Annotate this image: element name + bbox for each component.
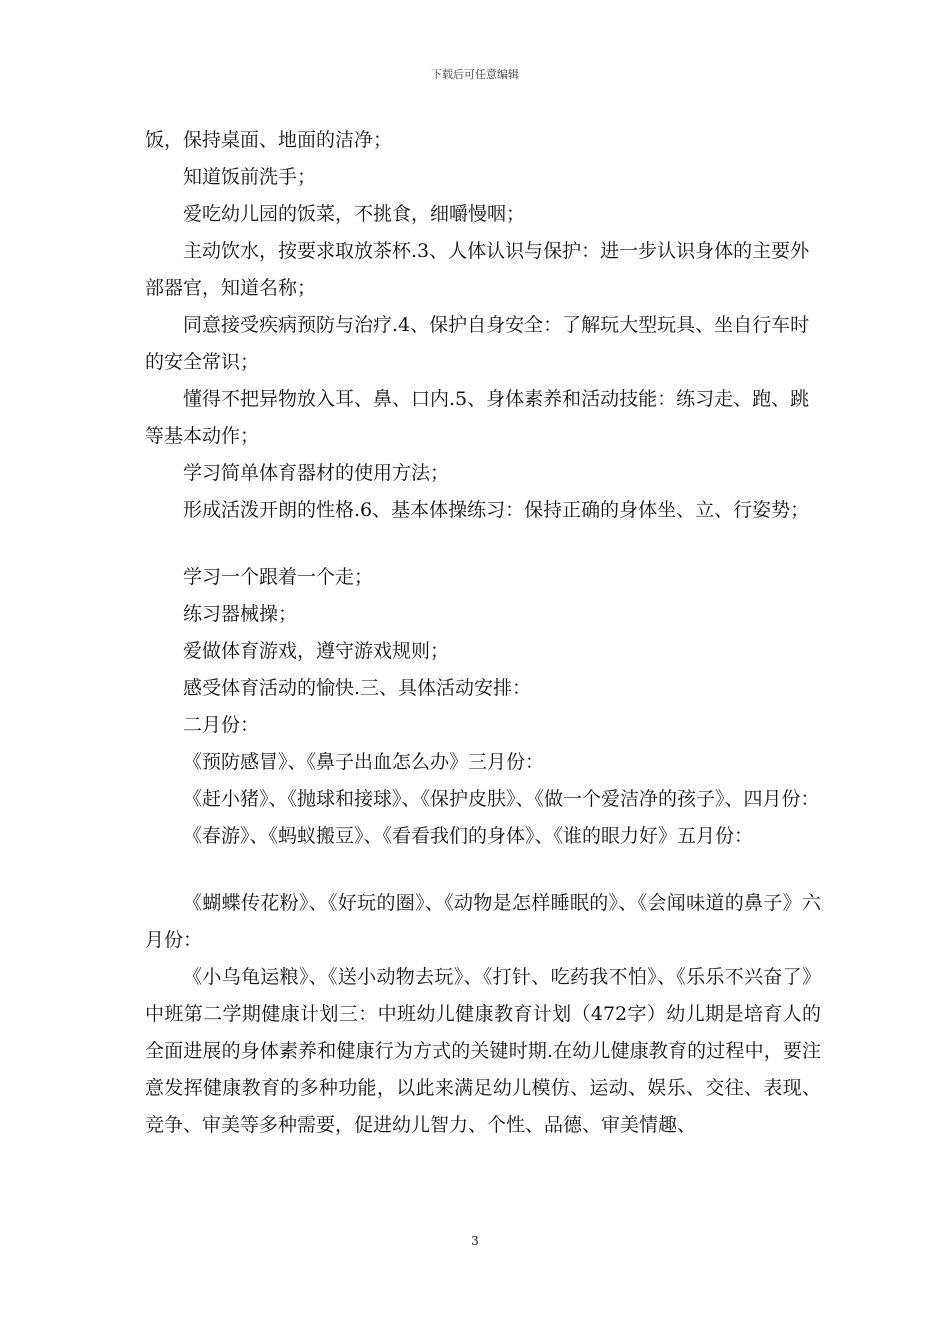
paragraph-10: 练习器械操；: [183, 603, 298, 625]
paragraph-15: 《赶小猪》、《抛球和接球》、《保护皮肤》、《做一个爱洁净的孩子》、四月份：: [183, 788, 820, 810]
paragraph-4: 主动饮水，按要求取放茶杯.3、人体认识与保护：进一步认识身体的主要外部器官，知道名称；: [145, 240, 810, 299]
paragraph-13: 二月份：: [183, 714, 260, 736]
paragraph-3: 爱吃幼儿园的饭菜，不挑食，细嚼慢咽；: [183, 203, 526, 225]
paragraph-8: 形成活泼开朗的性格.6、基本体操练习：保持正确的身体坐、立、行姿势；: [183, 499, 810, 521]
paragraph-5: 同意接受疾病预防与治疗.4、保护自身安全：了解玩大型玩具、坐自行车时的安全常识；: [145, 314, 810, 373]
paragraph-9: 学习一个跟着一个走；: [183, 566, 374, 588]
page-number: 3: [471, 1234, 479, 1248]
paragraph-16: 《春游》、《蚂蚁搬豆》、《看看我们的身体》、《谁的眼力好》五月份：: [183, 825, 754, 847]
paragraph-6: 懂得不把异物放入耳、鼻、口内.5、身体素养和活动技能：练习走、跑、跳等基本动作；: [145, 388, 810, 447]
paragraph-gap: [145, 529, 821, 559]
paragraph-18: 《小乌龟运粮》、《送小动物去玩》、《打针、吃药我不怕》、《乐乐不兴奋了》中班第二学期健康计划三：中班幼儿健康教育计划（472字）幼儿期是培育人的全面进展的身体素养和健康行为方式的关键时期.在幼儿健康教育的过程中，要注意发挥健康教育的多种功能，以此来满足幼儿模仿、运动、娱乐、交往、表现、竞争、审美等多种需要，促进幼儿智力、个性、品德、审美情趣、: [145, 966, 821, 1136]
paragraph-1: 饭，保持桌面、地面的洁净；: [145, 129, 393, 151]
document-body: [145, 122, 821, 1144]
paragraph-12: 感受体育活动的愉快.三、具体活动安排：: [183, 677, 532, 699]
paragraph-gap: [145, 855, 821, 885]
paragraph-11: 爱做体育游戏，遵守游戏规则；: [183, 640, 450, 662]
paragraph-14: 《预防感冒》、《鼻子出血怎么办》三月份：: [183, 751, 545, 773]
page-header-note: 下载后可任意编辑: [431, 68, 519, 81]
paragraph-7: 学习简单体育器材的使用方法；: [183, 462, 450, 484]
paragraph-2: 知道饭前洗手；: [183, 166, 317, 188]
paragraph-17: 《蝴蝶传花粉》、《好玩的圈》、《动物是怎样睡眠的》、《会闻味道的鼻子》六月份：: [145, 892, 821, 951]
